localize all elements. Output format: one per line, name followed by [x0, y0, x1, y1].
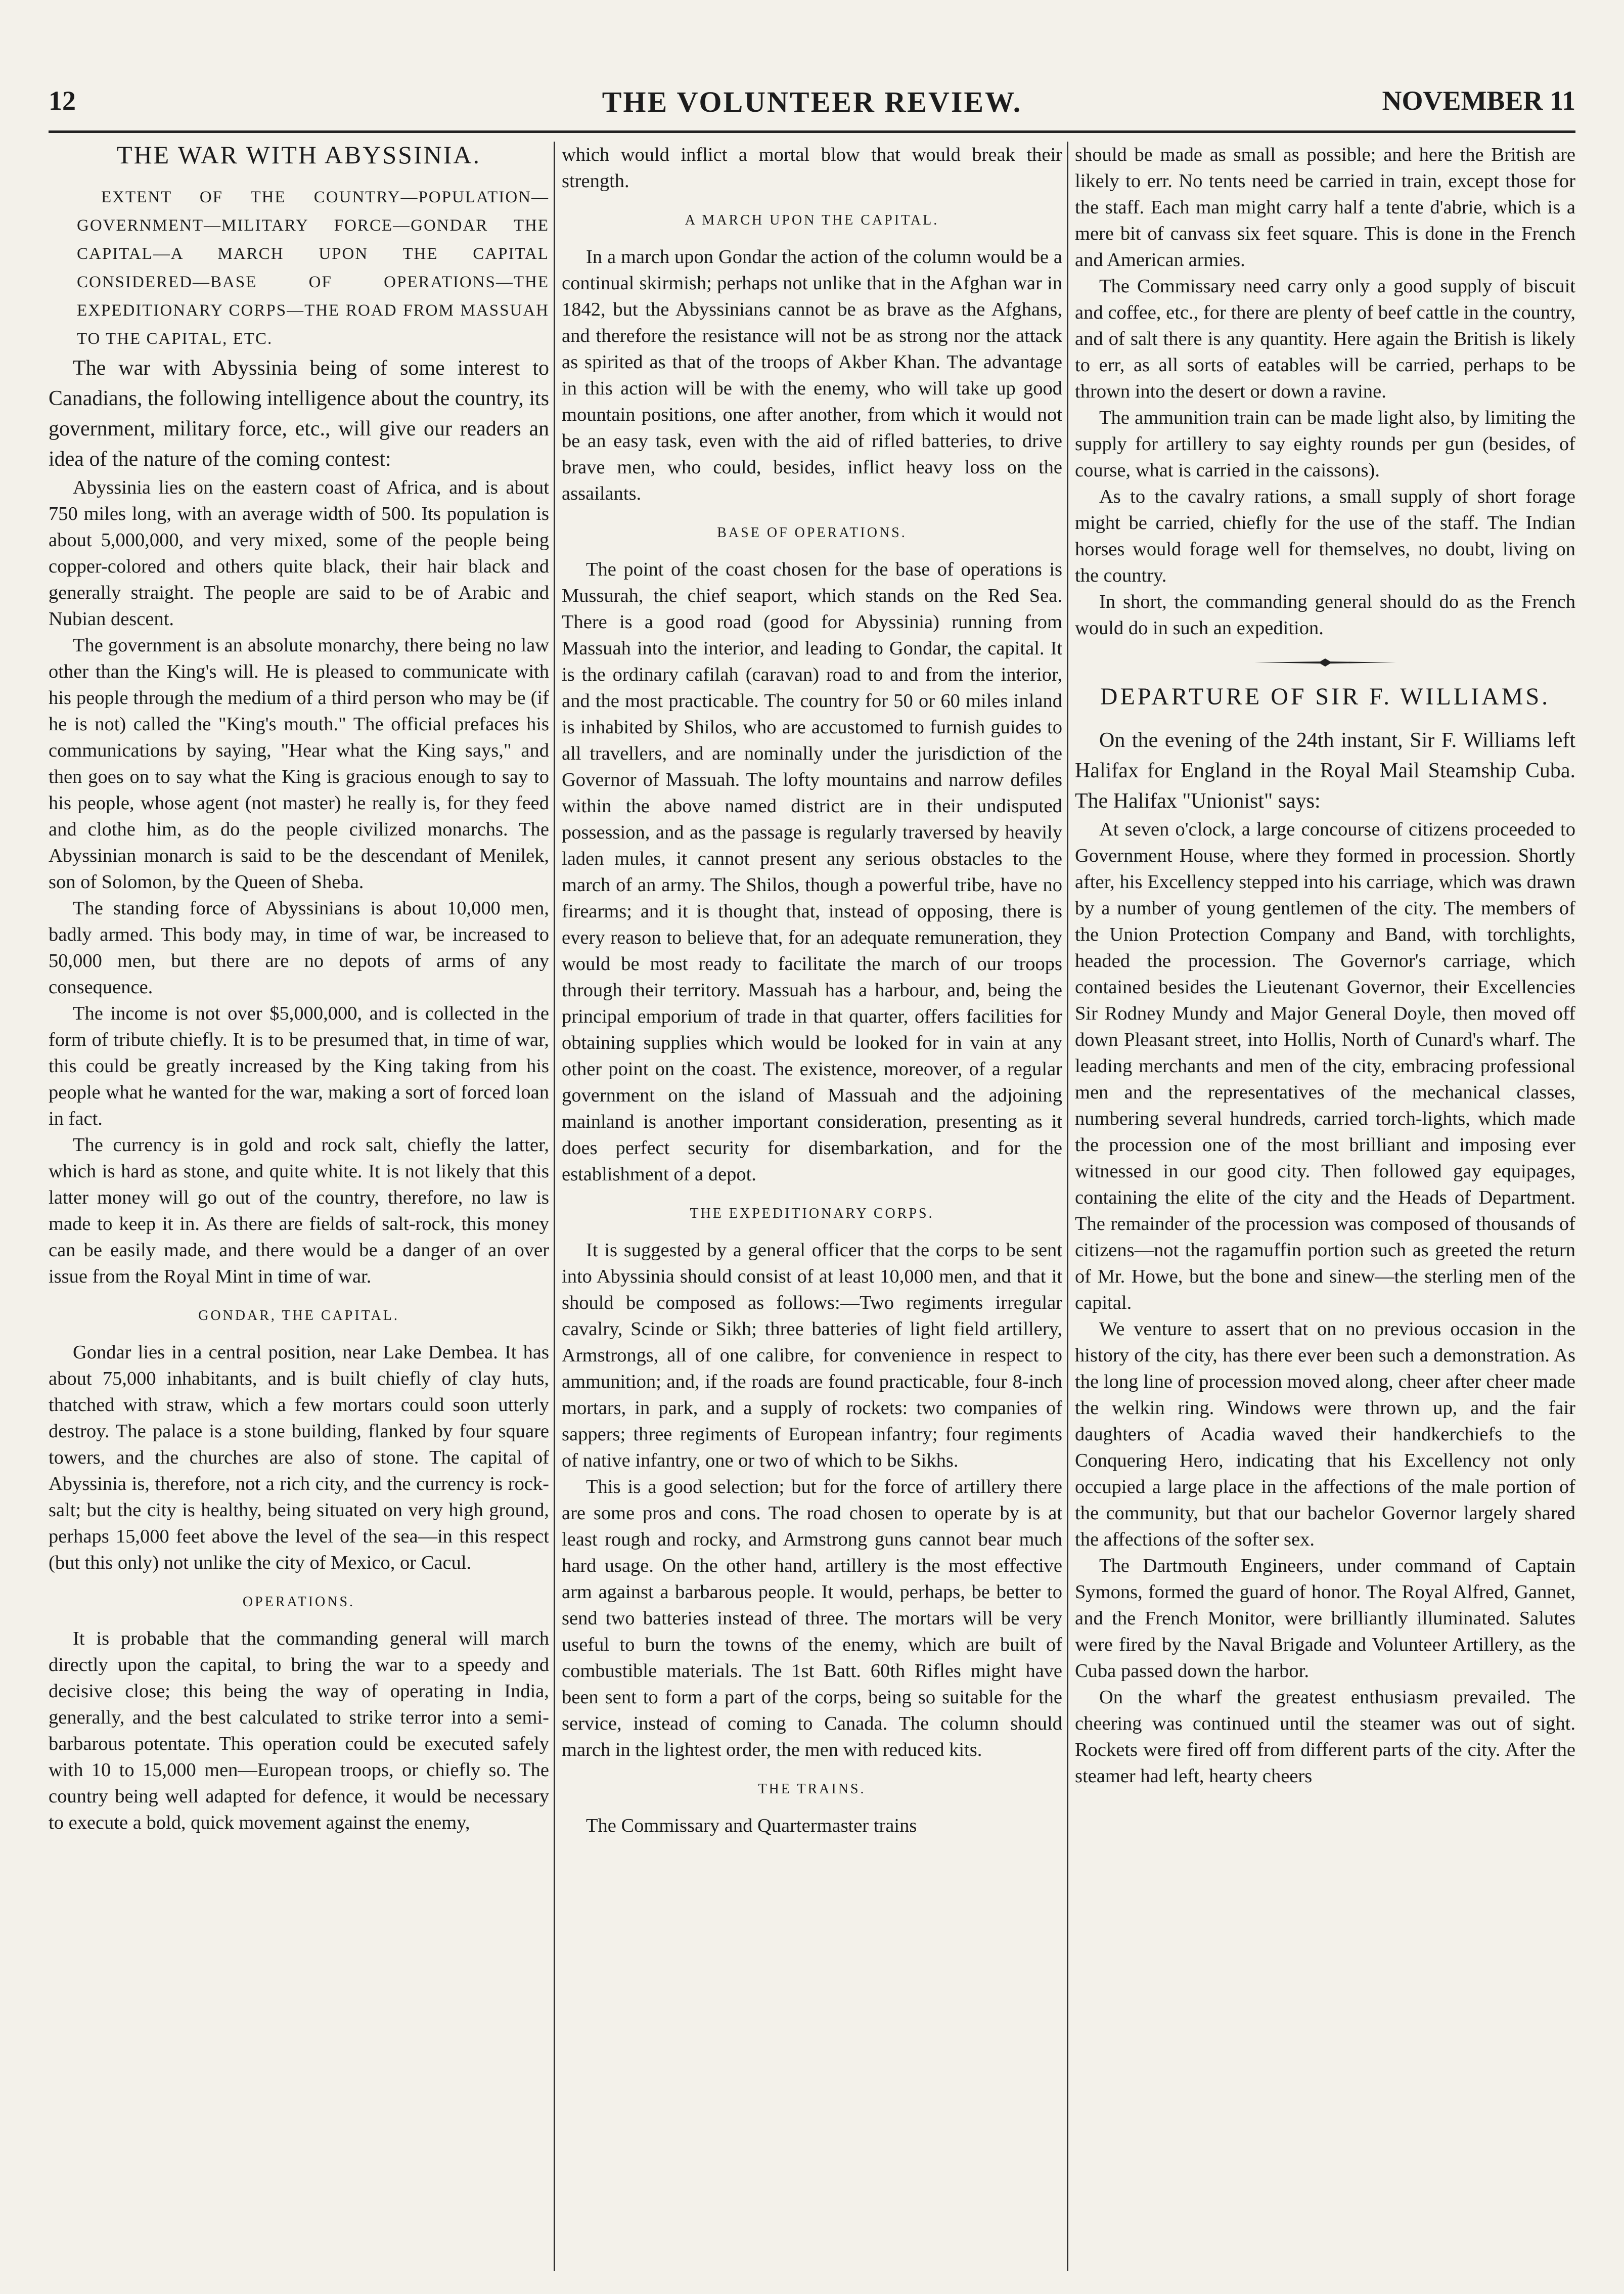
paragraph: The standing force of Abyssinians is about 10,000 men, badly armed. This body may, in time of war, be increased to 50,000 men, but there are no depots of arms of any consequence. [49, 898, 549, 998]
article-summary: EXTENT OF THE COUNTRY—POPULATION—GOVERNMENT—MILITARY FORCE—GONDAR THE CAPITAL—A MARCH UPON THE CAPITAL CONSIDERED—BASE OF OPERATIONS—THE EXPEDITIONARY CORPS—THE ROAD FROM MASSUAH TO THE CAPITAL, ETC. [77, 188, 549, 348]
column-divider [554, 142, 555, 2271]
section-heading: GONDAR, THE CAPITAL. [198, 1308, 399, 1324]
paragraph: It is probable that the commanding general will march directly upon the capital, to bring the war to a speedy and decisive close; this being the way of operating in India, generally, and the best calculated to strike terror into a semi-barbarous potentate. This operation could be executed safely with 10 to 15,000 men—European troops, or chiefly so. The country being well adapted for defence, it would be necessary to execute a bold, quick movement against the enemy, [49, 1628, 549, 1833]
paragraph: The war with Abyssinia being of some interest to Canadians, the following intelligence about the country, its government, military force, etc., will give our readers an idea of the nature of the coming contest: [49, 357, 549, 471]
paragraph: On the evening of the 24th instant, Sir F. Williams left Halifax for England in the Royal Mail Steamship Cuba. The Halifax "Unionist" says: [1075, 729, 1575, 813]
issue-date: NOVEMBER 11 [1382, 85, 1575, 116]
column-3 [1075, 142, 1575, 2271]
paragraph: We venture to assert that on no previous occasion in the history of the city, has there ever been such a demonstration. As the long line of procession moved along, cheer after cheer made the welkin ring. Windows were thrown up, and the fair daughters of Acadia waved their handkerchiefs to the Conquering Hero, indicating that his Excellency not only occupied a large place in the affections of the male portion of the community, but that our bachelor Governor largely shared the affections of the softer sex. [1075, 1318, 1575, 1550]
paragraph: The ammunition train can be made light also, by limiting the supply for artillery to say eighty rounds per gun (besides, of course, what is carried in the caissons). [1075, 407, 1575, 481]
paragraph: At seven o'clock, a large concourse of citizens proceeded to Government House, where they formed in procession. Shortly after, his Excellency stepped into his carriage, which was drawn by a number of young gentlemen of the city. The members of the Union Protection Company and Band, with torchlights, headed the procession. The Governor's carriage, which contained besides the Lieutenant Governor, their Excellencies Sir Rodney Mundy and Major General Doyle, then moved off down Pleasant street, into Hollis, North of Cunard's wharf. The leading merchants and men of the city, embracing professional men and the representatives of the mechanical classes, numbering several hundreds, carried torch-lights, which made the procession one of the most brilliant and imposing ever witnessed in our good city. Then followed gay equipages, containing the elite of the city and the Heads of Department. The remainder of the procession was composed of thousands of citizens—not the ragamuffin portion such as greeted the return of Mr. Howe, but the bone and sinew—the sterling men of the capital. [1075, 819, 1575, 1313]
newspaper-title: THE VOLUNTEER REVIEW. [602, 85, 1022, 118]
paragraph: The government is an absolute monarchy, there being no law other than the King's will. He is pleased to communicate with his people through the medium of a third person who may be (if he is not) called the "King's mouth." The official prefaces his communications by saying, "Hear what the King says," and then goes on to say what the King is gracious enough to say to his people, whose agent (not master) he really is, for they feed and clothe him, as do the people civilized monarchs. The Abyssinian monarch is said to be the descendant of Menilek, son of Solomon, by the Queen of Sheba. [49, 635, 549, 893]
header-rule [49, 130, 1575, 133]
column-2 [562, 142, 1062, 2271]
section-heading: A MARCH UPON THE CAPITAL. [685, 212, 939, 228]
paragraph: should be made as small as possible; and here the British are likely to err. No tents need be carried in train, except those for the staff. Each man might carry half a tente d'abrie, which is a mere bit of canvass six feet square. This is done in the French and American armies. [1075, 144, 1575, 271]
paragraph: On the wharf the greatest enthusiasm prevailed. The cheering was continued until the steamer was out of sight. Rockets were fired off from different parts of the city. After the steamer had left, hearty cheers [1075, 1687, 1575, 1787]
page-header [49, 85, 1575, 125]
paragraph: The Commissary need carry only a good supply of biscuit and coffee, etc., for there are plenty of beef cattle in the country, and of salt there is any quantity. Here again the British is likely to err, as all sorts of eatables will be carried, perhaps to be thrown into the desert or down a ravine. [1075, 276, 1575, 402]
paragraph: In a march upon Gondar the action of the column would be a continual skirmish; perhaps not unlike that in the Afghan war in 1842, but the Abyssinians cannot be as brave as the Afghans, and therefore the resistance will not be as strong nor the attack as spirited as that of the troops of Akber Khan. The advantage in this action will be with the enemy, who will take up good mountain positions, one after another, from which it would not be an easy task, even with the aid of rifled batteries, to drive brave men, who could, besides, inflict heavy loss on the assailants. [562, 246, 1062, 504]
article-title: DEPARTURE OF SIR F. WILLIAMS. [1100, 683, 1551, 710]
paragraph: Gondar lies in a central position, near Lake Dembea. It has about 75,000 inhabitants, and is built chiefly of clay huts, thatched with straw, which a few mortars could soon utterly destroy. The palace is a stone building, flanked by four square towers, and the churches are also of stone. The capital of Abyssinia is, therefore, not a rich city, and the currency is rock-salt; but the city is healthy, being situated on very high ground, perhaps 15,000 feet above the level of the sea—in this respect (but this only) not unlike the city of Mexico, or Cacul. [49, 1342, 549, 1573]
section-heading: THE EXPEDITIONARY CORPS. [690, 1206, 934, 1221]
paragraph: The Dartmouth Engineers, under command of Captain Symons, formed the guard of honor. The Royal Alfred, Gannet, and the French Monitor, were brilliantly illuminated. Salutes were fired by the Naval Brigade and Volunteer Artillery, as the Cuba passed down the harbor. [1075, 1555, 1575, 1682]
section-heading: THE TRAINS. [758, 1781, 866, 1797]
page-number: 12 [49, 85, 76, 116]
paragraph: The income is not over $5,000,000, and is collected in the form of tribute chiefly. It is to be presumed that, in time of war, this could be greatly increased by the King taking from his people what he wanted for the war, making a sort of forced loan in fact. [49, 1003, 549, 1129]
paragraph: The currency is in gold and rock salt, chiefly the latter, which is hard as stone, and quite white. It is not likely that this latter money will go out of the country, therefore, no law is made to keep it in. As there are fields of salt-rock, this money can be easily made, and there would be a danger of an over issue from the Royal Mint in time of war. [49, 1134, 549, 1287]
paragraph: It is suggested by a general officer that the corps to be sent into Abyssinia should consist of at least 10,000 men, and that it should be composed as follows:—Two regiments irregular cavalry, Scinde or Sikh; three batteries of light field artillery, Armstrongs, all of one calibre, for convenience in respect to ammunition; and, if the roads are found practicable, four 8-inch mortars, in park, and a supply of rockets: two companies of sappers; three regiments of European infantry; four regiments of native infantry, one or two of which to be Sikhs. [562, 1240, 1062, 1471]
paragraph: Abyssinia lies on the eastern coast of Africa, and is about 750 miles long, with an average width of 500. Its population is about 5,000,000, and very mixed, some of the people being copper-colored and others quite black, their hair black and generally straight. The people are said to be of Arabic and Nubian descent. [49, 477, 549, 630]
paragraph: which would inflict a mortal blow that would break their strength. [562, 144, 1062, 192]
ornament-rule-icon [1244, 656, 1406, 669]
paragraph: The Commissary and Quartermaster trains [586, 1815, 917, 1836]
paragraph: This is a good selection; but for the force of artillery there are some pros and cons. The road chosen to operate by is at least rough and rocky, and Armstrong guns cannot bear much hard usage. On the other hand, artillery is the most effective arm against a barbarous people. It would, perhaps, be better to send two batteries instead of three. The mortars will be very useful to burn the towns of the enemy, which are built of combustible materials. The 1st Batt. 60th Rifles might have been sent to form a part of the corps, being so suitable for the service, instead of coming to Canada. The column should march in the lightest order, the men with reduced kits. [562, 1476, 1062, 1760]
paragraph: In short, the commanding general should do as the French would do in such an expedition. [1075, 591, 1575, 639]
paragraph: As to the cavalry rations, a small supply of short forage might be carried, chiefly for the use of the staff. The Indian horses would forage well for themselves, no doubt, living on the country. [1075, 486, 1575, 586]
paragraph: The point of the coast chosen for the base of operations is Mussurah, the chief seaport, which stands on the Red Sea. There is a good road (good for Abyssinia) running from Massuah into the interior, and leading to Gondar, the capital. It is the ordinary cafilah (caravan) road to and from the interior, and the most practicable. The country for 50 or 60 miles inland is inhabited by Shilos, who are accustomed to furnish guides to all travellers, and are nominally under the jurisdiction of the Governor of Massuah. The lofty mountains and narrow defiles within the above named district are in their undisputed possession, and as the passage is regularly traversed by heavily laden mules, it cannot present any serious obstacles to the march of an army. The Shilos, though a powerful tribe, have no firearms; and it is thought that, instead of opposing, there is every reason to believe that, for an adequate remuneration, they would be most ready to facilitate the march of our troops through their territory. Massuah has a harbour, and, being the principal emporium of trade in that quarter, offers facilities for obtaining supplies which would be looked for in vain at any other point on the coast. The existence, moreover, of a regular government on the island of Massuah and the adjoining mainland is another important consideration, presenting as it does perfect security for disembarkation, and for the establishment of a depot. [562, 559, 1062, 1185]
section-heading: BASE OF OPERATIONS. [717, 525, 907, 541]
column-1 [49, 142, 549, 2271]
section-heading: OPERATIONS. [242, 1594, 355, 1610]
column-divider [1067, 142, 1068, 2271]
article-title: THE WAR WITH ABYSSINIA. [117, 142, 481, 169]
divider-ornament [1075, 656, 1575, 669]
